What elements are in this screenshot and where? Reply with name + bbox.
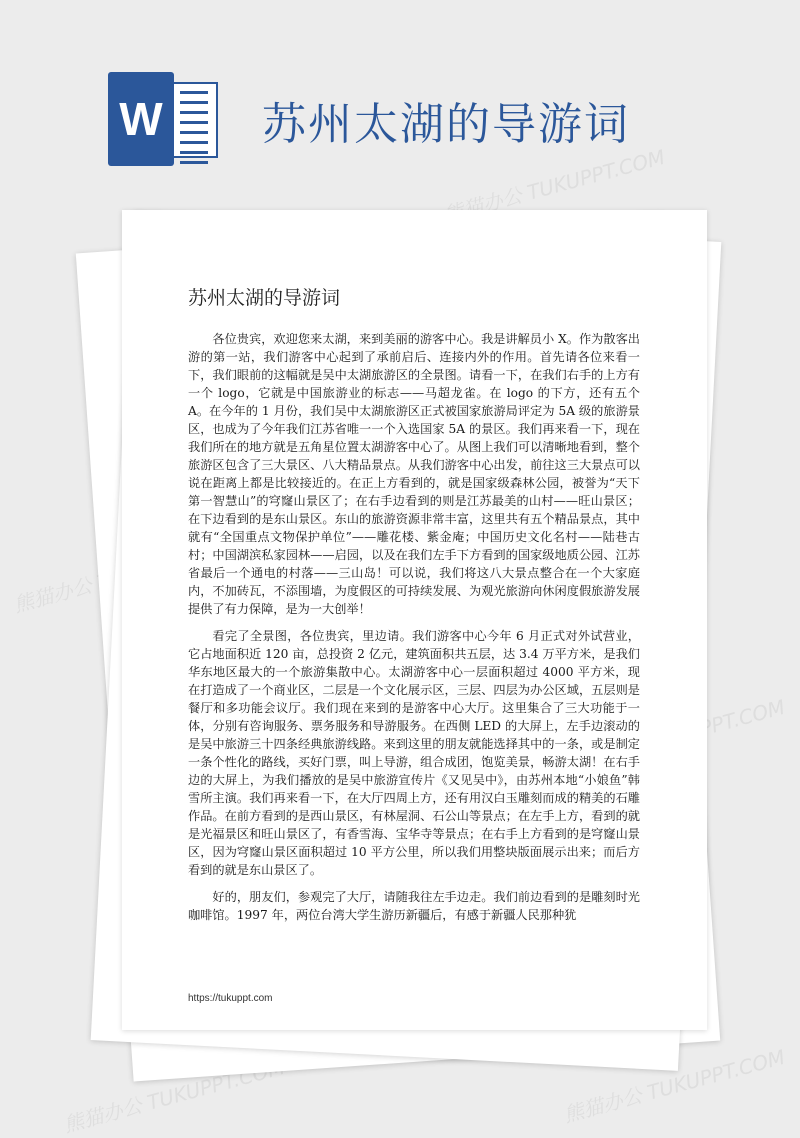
watermark: TUKUPPT.COM: [644, 694, 788, 755]
paragraph: 各位贵宾，欢迎您来太湖，来到美丽的游客中心。我是讲解员小 X。作为散客出游的第一站，我们游客中心起到了承前启后、连接内外的作用。首先请各位来看一下，我们眼前的这幅就是吴中太湖旅游区的全景图。请看一下，在我们右手的上方有一个 logo，它就是中国旅游业的标志——马超龙雀。在 logo 的下方，还有五个 A。在今年的 1 月份，我们吴中太湖旅游区正式被国家旅游局评定为 5A 级的旅游景区，也成为了今年我们江苏省唯一一个入选国家 5A 的景区。我们再来看一下，现在我们所在的地方就是五角星位置太湖游客中心了。从图上我们可以清晰地看到，整个旅游区包含了三大景区、八大精品景点。从我们游客中心出发，前往这三大景点可以说在距离上都是比较接近的。在正上方看到的，就是国家级森林公园，被誉为“天下第一智慧山”的穹窿山景区了；在右手边看到的则是江苏最美的山村——旺山景区；在下边看到的是东山景区。东山的旅游资源非常丰富，这里共有五个精品景点，其中就有“全国重点文物保护单位”——雕花楼、紫金庵；中国历史文化名村——陆巷古村；中国湖滨私家园林——启园，以及在我们左手下方看到的国家级地质公园、江苏省最后一个通电的村落——三山岛！可以说，我们将这八大景点整合在一个大家庭内，不加砖瓦，不添围墙，为度假区的可持续发展、为观光旅游向休闲度假旅游发展提供了有力保障，是为一大创举！: [188, 332, 640, 616]
document-body: [188, 330, 640, 933]
footer-url: https://tukuppt.com: [188, 993, 273, 1004]
document-title: 苏州太湖的导游词: [188, 287, 341, 309]
watermark: 熊猫办公 TUKUPPT.COM: [561, 1044, 788, 1128]
watermark: 熊猫办公 TUKUPPT.COM: [61, 1054, 288, 1138]
paragraph: 好的，朋友们，参观完了大厅，请随我往左手边走。我们前边看到的是雕刻时光咖啡馆。1997 年，两位台湾大学生游历新疆后，有感于新疆人民那种犹: [188, 890, 640, 922]
word-badge-icon: W: [108, 72, 174, 166]
watermark: 熊猫办公: [11, 573, 95, 618]
watermark: 熊猫办公 TUKUPPT.COM: [441, 144, 668, 228]
document-page: [122, 210, 707, 1030]
paragraph: 看完了全景图，各位贵宾，里边请。我们游客中心今年 6 月正式对外试营业，它占地面积近 120 亩，总投资 2 亿元，建筑面积共五层，达 3.4 万平方米，是我们华东地区最大的一个旅游集散中心。太湖游客中心一层面积超过 4000 平方米，现在打造成了一个商业区，二层是一个文化展示区，三层、四层为办公区域，五层则是餐厅和多功能会议厅。我们现在来到的是游客中心大厅。这里集合了三大功能于一体，分别有咨询服务、票务服务和导游服务。在西侧 LED 的大屏上，左手边滚动的是吴中旅游三十四条经典旅游线路。来到这里的朋友就能选择其中的一条，或是制定一条个性化的路线，买好门票，叫上导游，组合成团，饱览美景，畅游太湖！在右手边的大屏上，为我们播放的是吴中旅游宣传片《又见吴中》，由苏州本地“小娘鱼”韩雪所主演。我们再来看一下，在大厅四周上方，还有用汉白玉雕刻而成的精美的石雕作品。在前方看到的是西山景区，有林屋洞、石公山等景点；在左手上方，看到的就是光福景区和旺山景区了，有香雪海、宝华寺等景点；在右手上方看到的是穹窿山景区，因为穹窿山景区面积超过 10 平方公里，所以我们用整块版面展示出来；而后方看到的就是东山景区了。: [188, 629, 640, 877]
header-title: 苏州太湖的导游词: [262, 99, 630, 150]
word-logo: [108, 72, 220, 166]
